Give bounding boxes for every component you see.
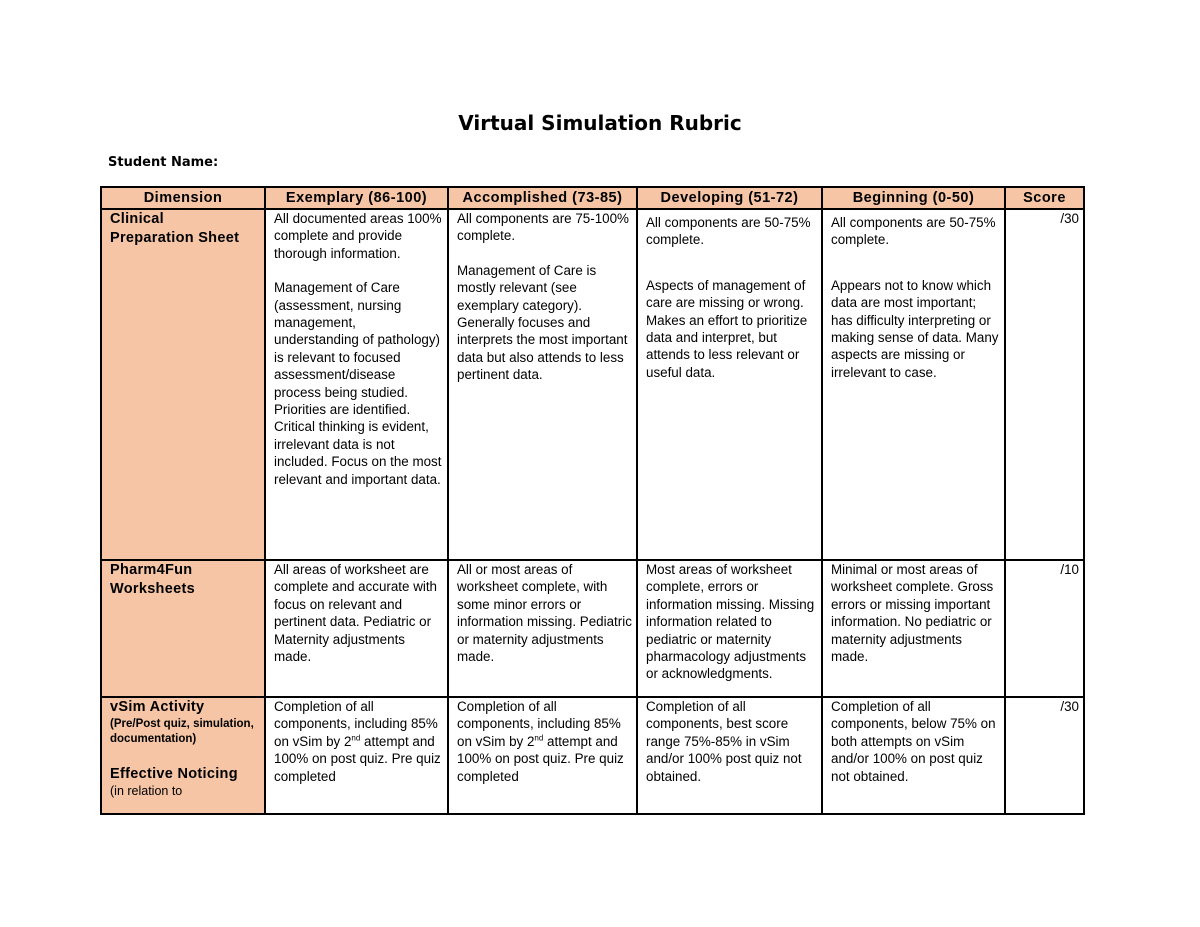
table-row [101,697,1084,814]
table-row [101,560,1084,697]
table-row [101,209,1084,560]
header-beginning: Beginning (0-50) [822,187,1005,209]
exemplary-cell [265,209,448,560]
criteria-text: attempt and 100% on post quiz. Pre quiz completed [457,733,624,784]
dimension-label-secondary: Effective Noticing [110,766,238,782]
document-title: Virtual Simulation Rubric [458,111,742,135]
header-row [101,187,1084,209]
header-score: Score [1005,187,1084,209]
criteria-text: attempt and 100% on post quiz. Pre quiz completed [274,733,441,784]
dimension-label: vSim Activity [110,699,205,715]
beginning-cell: Completion of all components, below 75% on both attempts on vSim and/or 100% on post quiz not obtained. [822,697,1005,814]
dimension-label: Clinical Preparation Sheet [110,211,240,246]
exemplary-cell [265,697,448,814]
student-name-label: Student Name: [108,155,219,170]
score-cell: /30 [1005,209,1084,560]
exemplary-cell: All areas of worksheet are complete and accurate with focus on relevant and pertinent data. Pediatric or Maternity adjustments made. [265,560,448,697]
beginning-cell: Minimal or most areas of worksheet complete. Gross errors or missing important information. No pediatric or maternity adjustments made. [822,560,1005,697]
header-dimension: Dimension [101,187,265,209]
beginning-cell [822,209,1005,560]
accomplished-cell [448,697,637,814]
dimension-cell [101,209,265,560]
accomplished-cell: All or most areas of worksheet complete, with some minor errors or information missing. Pediatric or maternity adjustments made. [448,560,637,697]
header-exemplary: Exemplary (86-100) [265,187,448,209]
developing-cell: Most areas of worksheet complete, errors or information missing. Missing information related to pediatric or maternity pharmacology adjustments or acknowledgments. [637,560,822,697]
criteria-text: All components are 50-75% complete. [831,215,996,248]
criteria-text: All documented areas 100% complete and provide thorough information. [274,211,442,261]
developing-cell [637,209,822,560]
dimension-cell [101,560,265,697]
header-accomplished: Accomplished (73-85) [448,187,637,209]
score-cell: /30 [1005,697,1084,814]
developing-cell: Completion of all components, best score range 75%-85% in vSim and/or 100% post quiz not obtained. [637,697,822,814]
dimension-cell [101,697,265,814]
criteria-text: Completion of all components, including 85% on vSim by 2 [274,699,438,749]
criteria-text: Appears not to know which data are most important; has difficulty interpreting or making sense of data. Many aspects are missing or irrelevant to case. [831,277,999,380]
criteria-text: Completion of all components, including 85% on vSim by 2 [457,699,621,749]
criteria-text: Management of Care (assessment, nursing management, understanding of pathology) is relevant to focused assessment/disease process being studied. Priorities are identified. Critical thinking is evident, irrelevant data is not included. Focus on the most relevant and important data. [274,280,442,487]
header-developing: Developing (51-72) [637,187,822,209]
criteria-text: All components are 50-75% complete. [646,215,811,248]
rubric-table [100,186,1085,815]
criteria-text: Management of Care is mostly relevant (see exemplary category). Generally focuses and interprets the most important data but also attends to less pertinent data. [457,262,628,383]
dimension-sublabel: (Pre/Post quiz, simulation, documentation) [110,718,254,745]
superscript: nd [351,733,361,743]
accomplished-cell [448,209,637,560]
score-cell: /10 [1005,560,1084,697]
criteria-text: Aspects of management of care are missing or wrong. Makes an effort to prioritize data and interpret, but attends to less relevant or useful data. [646,277,808,380]
criteria-text: All components are 75-100% complete. [457,211,629,244]
dimension-label: Pharm4Fun Worksheets [110,562,195,597]
dimension-note: (in relation to [110,784,183,798]
superscript: nd [534,733,544,743]
